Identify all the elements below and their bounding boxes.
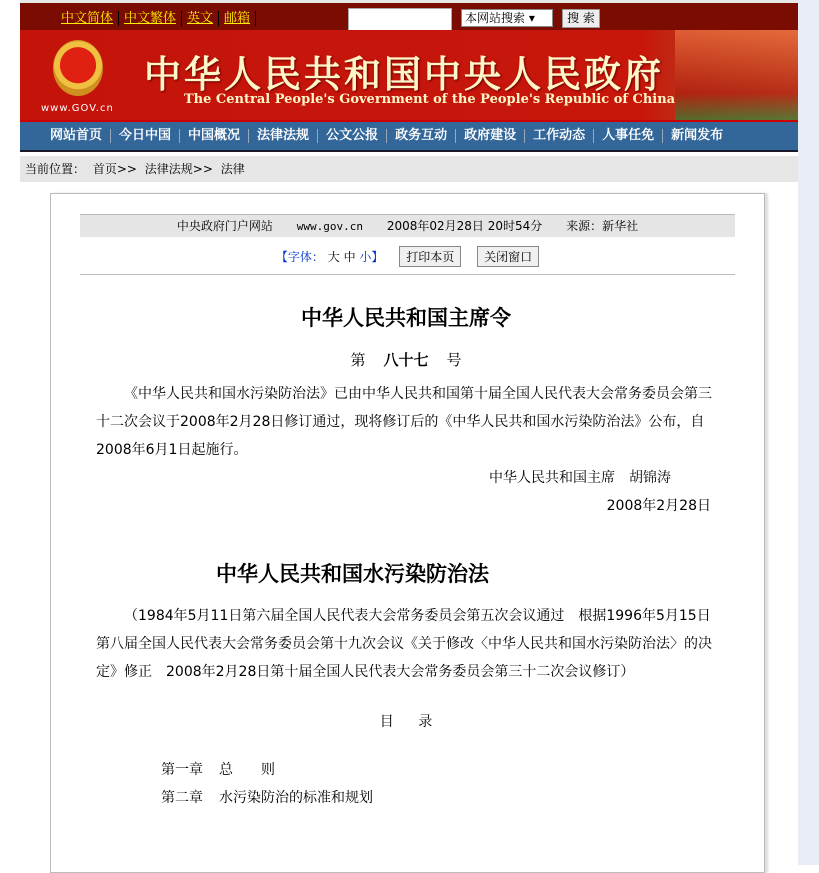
order-signer: 中华人民共和国主席 胡锦涛 — [489, 470, 671, 486]
nav-laws[interactable]: 法律法规 — [249, 129, 318, 143]
order-title: 中华人民共和国主席令 — [301, 305, 511, 330]
font-size-label: 【字体： — [275, 250, 324, 264]
site-title-en: The Central People's Government of the People's Republic of China — [184, 92, 676, 107]
toc-chapter: 第二章 — [161, 790, 203, 806]
order-num-post: 号 — [446, 351, 462, 369]
order-body: 《中华人民共和国水污染防治法》已由中华人民共和国第十届全国人民代表大会常务委员会第三十二次会议于2008年2月28日修订通过，现将修订后的《中华人民共和国水污染防治法》公布，自2008年6月1日起施行。 — [96, 386, 712, 458]
close-window-button[interactable]: 关闭窗口 — [477, 246, 539, 267]
breadcrumb-label: 当前位置： — [25, 162, 86, 176]
toc-chapter-title: 总 则 — [219, 762, 275, 778]
order-date: 2008年2月28日 — [606, 498, 711, 514]
font-medium[interactable]: 中 — [343, 250, 356, 264]
nav-gov-building[interactable]: 政府建设 — [456, 129, 525, 143]
link-traditional-chinese[interactable]: 中文繁体 — [119, 11, 182, 26]
tiananmen-image — [675, 30, 798, 120]
main-nav — [20, 120, 798, 152]
site-banner — [20, 30, 798, 120]
site-domain: www.GOV.cn — [41, 103, 114, 114]
nav-bulletins[interactable]: 公文公报 — [318, 129, 387, 143]
language-links — [56, 11, 256, 26]
order-number — [96, 346, 716, 374]
toc-item[interactable] — [96, 784, 716, 812]
toc-chapter-title: 水污染防治的标准和规划 — [219, 790, 373, 806]
info-site: 中央政府门户网站 — [176, 219, 273, 233]
breadcrumb-law[interactable]: 法律 — [220, 162, 245, 176]
search-scope-value: 本网站搜索 — [465, 11, 526, 25]
national-emblem-icon — [53, 40, 103, 96]
nav-home[interactable]: 网站首页 — [42, 129, 111, 143]
font-small[interactable]: 小】 — [359, 250, 384, 264]
breadcrumb-home[interactable]: 首页>> — [92, 162, 137, 176]
nav-interaction[interactable]: 政务互动 — [387, 129, 456, 143]
article-body — [96, 304, 716, 812]
nav-personnel[interactable]: 人事任免 — [594, 129, 663, 143]
info-url: www.gov.cn — [296, 220, 363, 233]
link-english[interactable]: 英文 — [182, 11, 219, 26]
article-info-bar — [80, 214, 735, 237]
info-source: 来源：新华社 — [566, 219, 639, 233]
link-simplified-chinese[interactable]: 中文简体 — [56, 11, 119, 26]
print-button[interactable]: 打印本页 — [399, 246, 461, 267]
info-datetime: 2008年02月28日 20时54分 — [386, 219, 543, 233]
nav-work-news[interactable]: 工作动态 — [525, 129, 594, 143]
search-scope-select[interactable]: 本网站搜索 ▾ — [461, 9, 553, 27]
font-large[interactable]: 大 — [327, 250, 340, 264]
order-num: 八十七 — [383, 351, 429, 369]
breadcrumb — [20, 156, 798, 182]
law-note: （1984年5月11日第六届全国人民代表大会常务委员会第五次会议通过 根据1996年5月15日第八届全国人民代表大会常务委员会第十九次会议《关于修改〈中华人民共和国水污染防治法〉的决定》修正 2008年2月28日第十届全国人民代表大会常务委员会第三十二次会议修订） — [96, 608, 712, 680]
order-num-pre: 第 — [350, 351, 366, 369]
divider — [80, 274, 735, 275]
site-title-cn: 中华人民共和国中央人民政府 — [144, 53, 664, 96]
nav-press[interactable]: 新闻发布 — [671, 128, 724, 143]
breadcrumb-laws[interactable]: 法律法规>> — [144, 162, 213, 176]
nav-china-overview[interactable]: 中国概况 — [180, 129, 249, 143]
law-title: 中华人民共和国水污染防治法 — [216, 561, 489, 586]
search-button[interactable]: 搜 索 — [562, 9, 600, 28]
nav-today-china[interactable]: 今日中国 — [111, 129, 180, 143]
article-tools — [51, 246, 764, 267]
toc-chapter: 第一章 — [161, 762, 203, 778]
link-mailbox[interactable]: 邮箱 — [219, 11, 256, 26]
page-margin — [798, 0, 819, 865]
top-bar — [20, 0, 798, 30]
toc-title: 目 录 — [379, 714, 433, 730]
toc-item[interactable] — [96, 756, 716, 784]
article-box — [50, 193, 765, 873]
page-wrapper — [20, 0, 798, 182]
